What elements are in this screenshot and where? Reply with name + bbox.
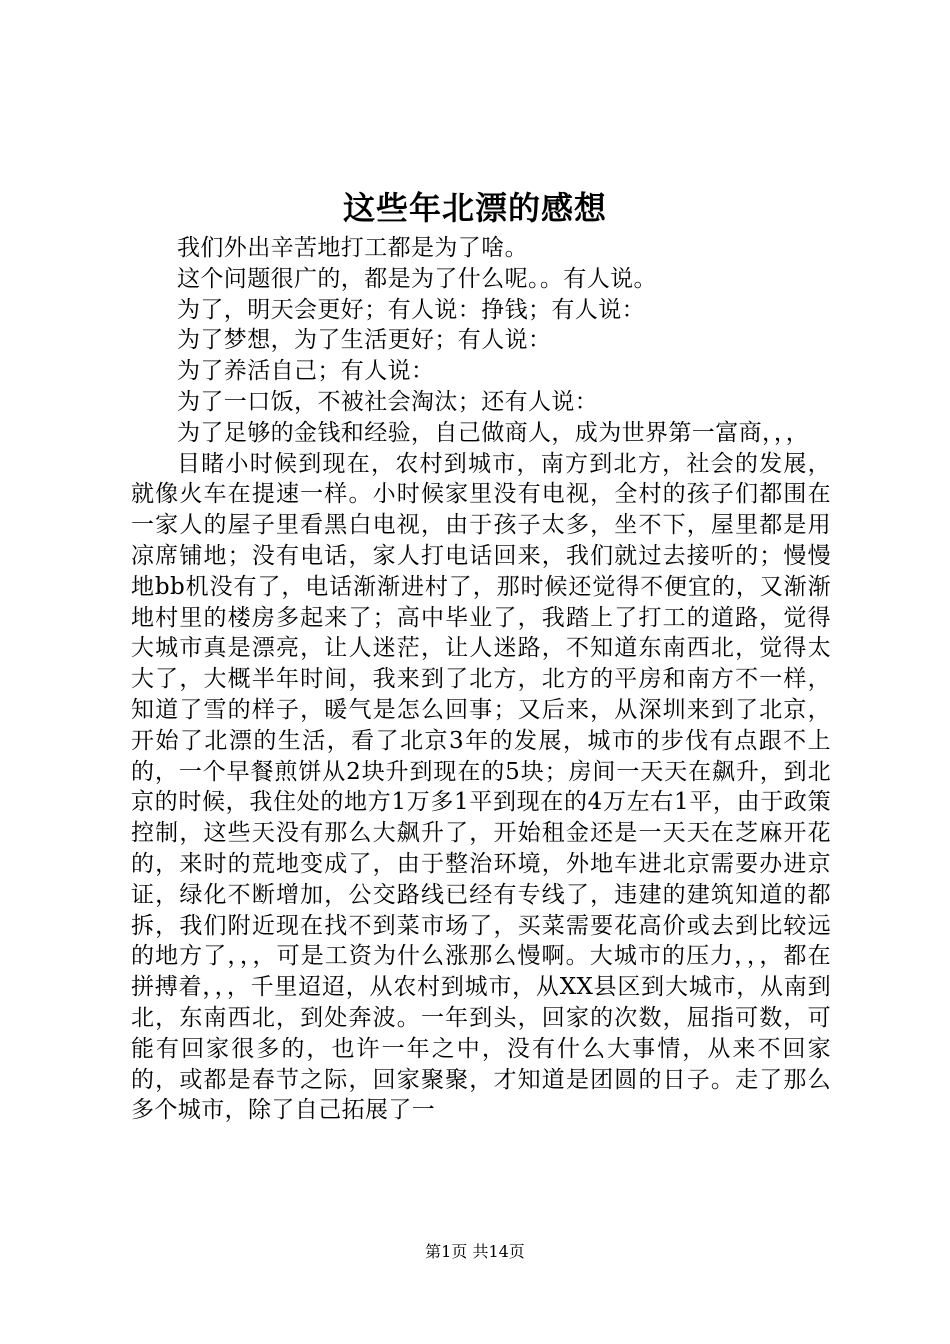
paragraph: 为了，明天会更好；有人说：挣钱；有人说： (177, 296, 645, 323)
page-number-footer: 第1页 共14页 (425, 1242, 525, 1261)
paragraph: 为了足够的金钱和经验，自己做商人，成为世界第一富商，，， (177, 419, 810, 446)
paragraph: 我们外出辛苦地打工都是为了啥。 (177, 235, 528, 261)
document-body (131, 233, 831, 1126)
document-title: 这些年北漂的感想 (342, 189, 607, 227)
paragraph: 这个问题很广的，都是为了什么呢。。有人说。 (177, 265, 657, 292)
paragraph: 为了养活自己；有人说： (177, 358, 435, 385)
paragraph: 为了一口饭，不被社会淘汰；还有人说： (177, 388, 599, 415)
paragraph: 目睹小时候到现在，农村到城市，南方到北方，社会的发展，就像火车在提速一样。小时候家里没有电视，全村的孩子们都围在一家人的屋子里看黑白电视，由于孩子太多，坐不下，屋里都是用凉席铺地；没有电话，家人打电话回来，我们就过去接听的；慢慢地bb机没有了，电话渐渐进村了，那时候还觉得不便宜的，又渐渐地村里的楼房多起来了；高中毕业了，我踏上了打工的道路，觉得大城市真是漂亮，让人迷茫，让人迷路，不知道东南西北，觉得太大了，大概半年时间，我来到了北方，北方的平房和南方不一样，知道了雪的样子，暖气是怎么回事；又后来，从深圳来到了北京，开始了北漂的生活，看了北京3年的发展，城市的步伐有点跟不上的，一个早餐煎饼从2块升到现在的5块；房间一天天在飙升，到北京的时候，我住处的地方1万多1平到现在的4万左右1平，由于政策控制，这些天没有那么大飙升了，开始租金还是一天天在芝麻开花的，来时的荒地变成了，由于整治环境，外地车进北京需要办进京证，绿化不断增加，公交路线已经有专线了，违建的建筑知道的都拆，我们附近现在找不到菜市场了，买菜需要花高价或去到比较远的地方了，，，可是工资为什么涨那么慢啊。大城市的压力，，，都在拼搏着，，，千里迢迢，从农村到城市，从XX县区到大城市，从南到北，东南西北，到处奔波。一年到头，回家的次数，屈指可数，可能有回家很多的，也许一年之中，没有什么大事情，从来不回家的，或都是春节之际，回家聚聚，才知道是团圆的日子。走了那么多个城市，除了自己拓展了一 (131, 450, 831, 1124)
paragraph: 为了梦想，为了生活更好；有人说： (177, 327, 552, 354)
